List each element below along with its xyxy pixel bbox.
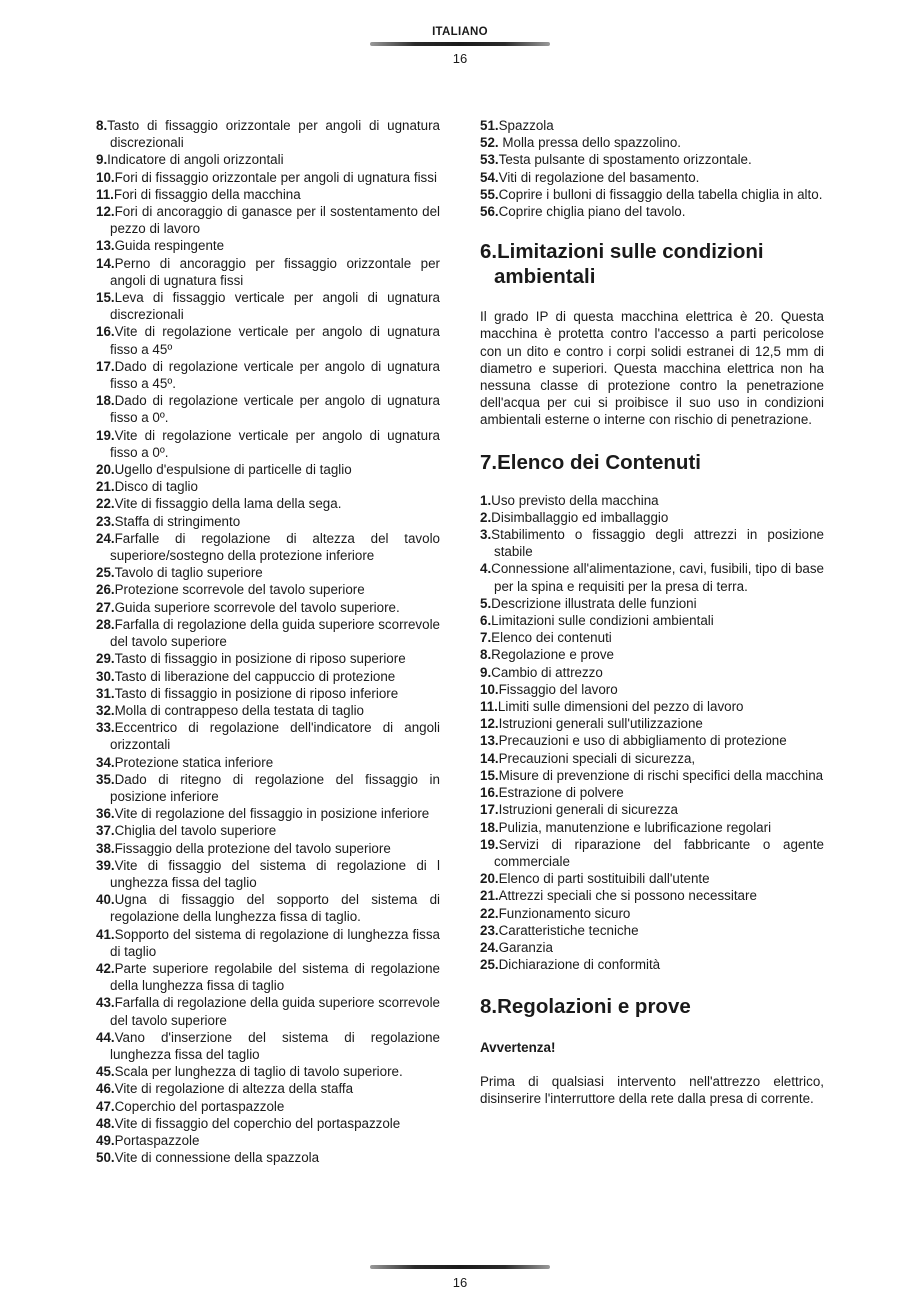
list-item [96, 857, 440, 891]
item-number: 17. [480, 802, 499, 818]
item-number: 15. [96, 290, 115, 306]
item-number: 14. [96, 255, 115, 271]
item-text: Dado di ritegno di regolazione del fissaggio in posizione inferiore [110, 771, 440, 804]
item-number: 14. [480, 750, 499, 766]
left-column [96, 117, 440, 1166]
item-number: 8. [96, 118, 108, 133]
list-item [480, 526, 824, 560]
item-number: 16. [96, 324, 115, 340]
item-text: Coperchio del portaspazzole [114, 1098, 285, 1114]
item-text: Vite di regolazione di altezza della staffa [114, 1081, 354, 1097]
list-item [480, 681, 824, 698]
item-number: 3. [480, 527, 492, 543]
item-number: 55. [480, 186, 499, 202]
list-item [96, 1080, 440, 1097]
item-text: Istruzioni generali sull'utilizzazione [498, 716, 703, 732]
item-text: Fissaggio della protezione del tavolo superiore [114, 840, 391, 856]
page-number-bottom: 16 [452, 1275, 468, 1290]
list-item [480, 203, 824, 220]
item-text: Regolazione e prove [491, 647, 615, 663]
item-number: 34. [96, 754, 115, 770]
item-number: 43. [96, 995, 115, 1011]
item-text: Misure di prevenzione di rischi specifici della macchina [498, 767, 824, 783]
item-number: 23. [480, 922, 499, 938]
item-text: Funzionamento sicuro [498, 905, 631, 921]
item-number: 25. [96, 565, 115, 581]
item-text: Fori di ancoraggio di ganasce per il sostentamento del pezzo di lavoro [110, 204, 440, 237]
item-number: 10. [96, 169, 115, 185]
item-number: 44. [96, 1029, 115, 1045]
item-text: Vite di regolazione verticale per angolo di ugnatura fisso a 0º. [110, 427, 440, 460]
section-6-title: 6.Limitazioni sulle condizioni ambientali [480, 240, 764, 289]
item-text: Fori di fissaggio della macchina [113, 186, 301, 202]
item-text: Guida respingente [114, 238, 225, 254]
item-text: Tasto di fissaggio in posizione di riposo superiore [114, 651, 406, 667]
item-number: 52. [480, 135, 499, 151]
list-item [480, 819, 824, 836]
item-text: Ugello d'espulsione di particelle di taglio [114, 462, 352, 478]
item-text: Dado di regolazione verticale per angolo di ugnatura fisso a 0º. [110, 393, 440, 426]
list-item [96, 1115, 440, 1132]
list-item [96, 461, 440, 478]
list-item [96, 702, 440, 719]
item-text: Cambio di attrezzo [491, 664, 603, 680]
list-item [480, 836, 824, 870]
item-text: Molla pressa dello spazzolino. [498, 135, 681, 151]
item-number: 16. [480, 785, 499, 801]
item-text: Spazzola [498, 118, 554, 133]
list-item [96, 203, 440, 237]
list-item [96, 685, 440, 702]
list-item [96, 650, 440, 667]
item-number: 21. [96, 479, 115, 495]
list-item [96, 530, 440, 564]
item-text: Vite di regolazione verticale per angolo di ugnatura fisso a 45º [110, 324, 440, 357]
item-number: 36. [96, 806, 115, 822]
item-text: Descrizione illustrata delle funzioni [491, 595, 697, 611]
item-text: Precauzioni e uso di abbigliamento di protezione [498, 733, 787, 749]
item-number: 31. [96, 685, 115, 701]
item-text: Caratteristiche tecniche [498, 922, 639, 938]
item-text: Estrazione di polvere [498, 785, 624, 801]
list-item [480, 560, 824, 594]
list-item [96, 599, 440, 616]
list-item [96, 323, 440, 357]
list-item [480, 801, 824, 818]
item-number: 20. [96, 462, 115, 478]
item-number: 25. [480, 957, 499, 973]
list-item [96, 186, 440, 203]
item-number: 53. [480, 152, 499, 168]
item-text: Ugna di fissaggio del sopporto del sistema di regolazione della lunghezza fissa di taglio. [110, 892, 440, 925]
header-language: ITALIANO [432, 26, 488, 38]
item-number: 33. [96, 720, 115, 736]
item-number: 49. [96, 1132, 115, 1148]
list-item [96, 1132, 440, 1149]
item-number: 13. [480, 733, 499, 749]
item-text: Portaspazzole [114, 1132, 200, 1148]
parts-list-right [480, 117, 824, 220]
item-text: Stabilimento o fissaggio degli attrezzi in posizione stabile [491, 527, 824, 560]
item-text: Tavolo di taglio superiore [114, 565, 263, 581]
item-number: 56. [480, 204, 499, 220]
item-text: Tasto di fissaggio orizzontale per angoli di ugnatura discrezionali [107, 118, 440, 151]
item-text: Limiti sulle dimensioni del pezzo di lavoro [497, 699, 744, 715]
list-item [480, 629, 824, 646]
item-number: 27. [96, 599, 115, 615]
list-item [480, 732, 824, 749]
item-number: 38. [96, 840, 115, 856]
list-item [96, 754, 440, 771]
list-item [96, 891, 440, 925]
item-number: 20. [480, 871, 499, 887]
item-text: Elenco di parti sostituibili dall'utente [498, 871, 710, 887]
item-text: Limitazioni sulle condizioni ambientali [491, 613, 714, 629]
item-number: 15. [480, 767, 499, 783]
item-number: 26. [96, 582, 115, 598]
list-item [480, 509, 824, 526]
item-number: 6. [480, 613, 492, 629]
list-item [480, 492, 824, 509]
item-text: Eccentrico di regolazione dell'indicatore di angoli orizzontali [110, 720, 440, 753]
item-number: 39. [96, 857, 115, 873]
item-text: Attrezzi speciali che si possono necessitare [498, 888, 757, 904]
item-number: 24. [96, 530, 115, 546]
list-item [96, 960, 440, 994]
item-text: Servizi di riparazione del fabbricante o agente commerciale [494, 836, 824, 869]
item-text: Precauzioni speciali di sicurezza, [498, 750, 696, 766]
list-item [96, 719, 440, 753]
item-text: Elenco dei contenuti [491, 630, 612, 646]
item-number: 1. [480, 492, 492, 508]
list-item [96, 255, 440, 289]
item-number: 24. [480, 939, 499, 955]
item-number: 9. [480, 664, 492, 680]
list-item [480, 698, 824, 715]
list-item [96, 1063, 440, 1080]
section-8-title: 8.Regolazioni e prove [480, 995, 691, 1019]
right-column [480, 117, 824, 1107]
item-text: Disco di taglio [114, 479, 198, 495]
item-text: Uso previsto della macchina [491, 492, 659, 508]
list-item [96, 616, 440, 650]
section-7-title: 7.Elenco dei Contenuti [480, 450, 701, 474]
list-item [96, 1098, 440, 1115]
list-item [96, 771, 440, 805]
list-item [480, 151, 824, 168]
header-rule [370, 42, 550, 46]
list-item [96, 427, 440, 461]
item-text: Vite di fissaggio della lama della sega. [114, 496, 342, 512]
list-item [480, 784, 824, 801]
item-text: Dado di regolazione verticale per angolo di ugnatura fisso a 45º. [110, 358, 440, 392]
list-item [96, 495, 440, 512]
item-text: Sopporto del sistema di regolazione di lunghezza fissa di taglio [110, 926, 440, 959]
list-item [96, 1029, 440, 1063]
parts-list-left [96, 117, 440, 1166]
item-text: Istruzioni generali di sicurezza [498, 802, 678, 818]
list-item [480, 186, 824, 203]
list-item [480, 767, 824, 784]
item-number: 11. [480, 699, 498, 715]
item-number: 11. [96, 186, 114, 202]
item-number: 12. [480, 716, 499, 732]
list-item [480, 887, 824, 904]
warning-title: Avvertenza! [480, 1040, 556, 1056]
list-item [480, 595, 824, 612]
list-item [96, 513, 440, 530]
list-item [96, 668, 440, 685]
list-item [480, 646, 824, 663]
item-number: 30. [96, 668, 115, 684]
list-item [96, 289, 440, 323]
item-number: 18. [96, 393, 115, 409]
item-number: 41. [96, 926, 115, 942]
item-number: 22. [480, 905, 499, 921]
list-item [480, 134, 824, 151]
item-text: Testa pulsante di spostamento orizzontale. [498, 152, 752, 168]
item-text: Parte superiore regolabile del sistema di regolazione della lunghezza fissa di taglio [110, 960, 440, 994]
item-text: Coprire chiglia piano del tavolo. [498, 204, 686, 220]
item-number: 47. [96, 1098, 115, 1114]
list-item [96, 358, 440, 392]
item-number: 46. [96, 1081, 115, 1097]
item-text: Tasto di liberazione del cappuccio di protezione [114, 668, 396, 684]
item-number: 51. [480, 118, 499, 133]
list-item [480, 922, 824, 939]
list-item [96, 805, 440, 822]
item-number: 32. [96, 702, 115, 718]
list-item [480, 939, 824, 956]
list-item [96, 151, 440, 168]
item-number: 28. [96, 616, 115, 632]
item-number: 7. [480, 630, 492, 646]
item-text: Staffa di stringimento [114, 513, 241, 529]
list-item [96, 117, 440, 151]
item-number: 8. [480, 647, 492, 663]
contents-list [480, 492, 824, 974]
item-text: Leva di fissaggio verticale per angoli di ugnatura discrezionali [110, 290, 440, 323]
item-number: 5. [480, 595, 492, 611]
item-text: Fori di fissaggio orizzontale per angoli di ugnatura fissi [114, 169, 437, 185]
item-text: Protezione scorrevole del tavolo superiore [114, 582, 365, 598]
item-number: 9. [96, 152, 108, 168]
list-item [96, 169, 440, 186]
item-text: Perno di ancoraggio per fissaggio orizzontale per angoli di ugnatura fissi [110, 255, 440, 288]
item-number: 42. [96, 960, 115, 976]
item-number: 50. [96, 1150, 115, 1166]
item-text: Farfalle di regolazione di altezza del tavolo superiore/sostegno della protezione inferiore [110, 530, 440, 564]
item-text: Vano d'inserzione del sistema di regolazione lunghezza fissa del taglio [110, 1029, 440, 1062]
list-item [96, 564, 440, 581]
item-text: Vite di connessione della spazzola [114, 1150, 320, 1166]
item-text: Protezione statica inferiore [114, 754, 274, 770]
item-number: 35. [96, 771, 115, 787]
list-item [480, 870, 824, 887]
list-item [480, 117, 824, 134]
list-item [96, 994, 440, 1028]
list-item [96, 926, 440, 960]
item-text: Viti di regolazione del basamento. [498, 169, 700, 185]
item-text: Vite di fissaggio del coperchio del portaspazzole [114, 1115, 401, 1131]
item-text: Farfalla di regolazione della guida superiore scorrevole del tavolo superiore [110, 616, 440, 650]
item-text: Connessione all'alimentazione, cavi, fusibili, tipo di base per la spina e requisiti per la presa di terra. [491, 561, 824, 594]
item-text: Fissaggio del lavoro [498, 681, 618, 697]
list-item [480, 612, 824, 629]
list-item [480, 956, 824, 973]
item-text: Molla di contrappeso della testata di taglio [114, 702, 364, 718]
item-number: 23. [96, 513, 115, 529]
page-number-top: 16 [452, 51, 468, 66]
item-text: Guida superiore scorrevole del tavolo superiore. [114, 599, 400, 615]
item-number: 4. [480, 561, 492, 577]
item-number: 18. [480, 819, 499, 835]
item-text: Scala per lunghezza di taglio di tavolo superiore. [114, 1064, 403, 1080]
item-number: 19. [96, 427, 115, 443]
list-item [96, 237, 440, 254]
item-number: 13. [96, 238, 115, 254]
item-number: 29. [96, 651, 115, 667]
item-number: 19. [480, 836, 499, 852]
item-text: Indicatore di angoli orizzontali [107, 152, 284, 168]
list-item [480, 750, 824, 767]
item-text: Tasto di fissaggio in posizione di riposo inferiore [114, 685, 399, 701]
list-item [96, 822, 440, 839]
item-text: Pulizia, manutenzione e lubrificazione regolari [498, 819, 772, 835]
list-item [480, 664, 824, 681]
item-text: Coprire i bulloni di fissaggio della tabella chiglia in alto. [498, 186, 823, 202]
section-6-body: Il grado IP di questa macchina elettrica è 20. Questa macchina è protetta contro l'accesso a parti pericolose con un dito e contro i corpi solidi estranei di 12,5 mm di diametro e superiori. Questa macchina elettrica non ha nessuna classe di protezione contro la penetrazione dell'acqua per cui si proibisce il suo uso in condizioni ambientali esterne o interne con rischio di penetrazione. [480, 309, 824, 428]
item-text: Vite di regolazione del fissaggio in posizione inferiore [114, 806, 430, 822]
item-number: 10. [480, 681, 499, 697]
item-number: 21. [480, 888, 499, 904]
item-text: Disimballaggio ed imballaggio [491, 509, 669, 525]
list-item [480, 905, 824, 922]
list-item [480, 715, 824, 732]
item-number: 54. [480, 169, 499, 185]
item-text: Farfalla di regolazione della guida superiore scorrevole del tavolo superiore [110, 995, 440, 1028]
item-number: 2. [480, 509, 492, 525]
list-item [96, 478, 440, 495]
item-number: 12. [96, 204, 115, 220]
list-item [480, 169, 824, 186]
item-number: 48. [96, 1115, 115, 1131]
item-number: 37. [96, 823, 115, 839]
item-text: Dichiarazione di conformità [498, 957, 661, 973]
item-text: Vite di fissaggio del sistema di regolazione di l unghezza fissa del taglio [110, 857, 440, 890]
item-text: Garanzia [498, 939, 553, 955]
item-number: 17. [96, 358, 115, 374]
item-text: Chiglia del tavolo superiore [114, 823, 277, 839]
footer-rule [370, 1265, 550, 1269]
list-item [96, 581, 440, 598]
list-item [96, 1149, 440, 1166]
list-item [96, 840, 440, 857]
list-item [96, 392, 440, 426]
item-number: 22. [96, 496, 115, 512]
warning-body: Prima di qualsiasi intervento nell'attrezzo elettrico, disinserire l'interruttore della rete dalla presa di corrente. [480, 1073, 824, 1106]
item-number: 40. [96, 892, 115, 908]
item-number: 45. [96, 1064, 115, 1080]
